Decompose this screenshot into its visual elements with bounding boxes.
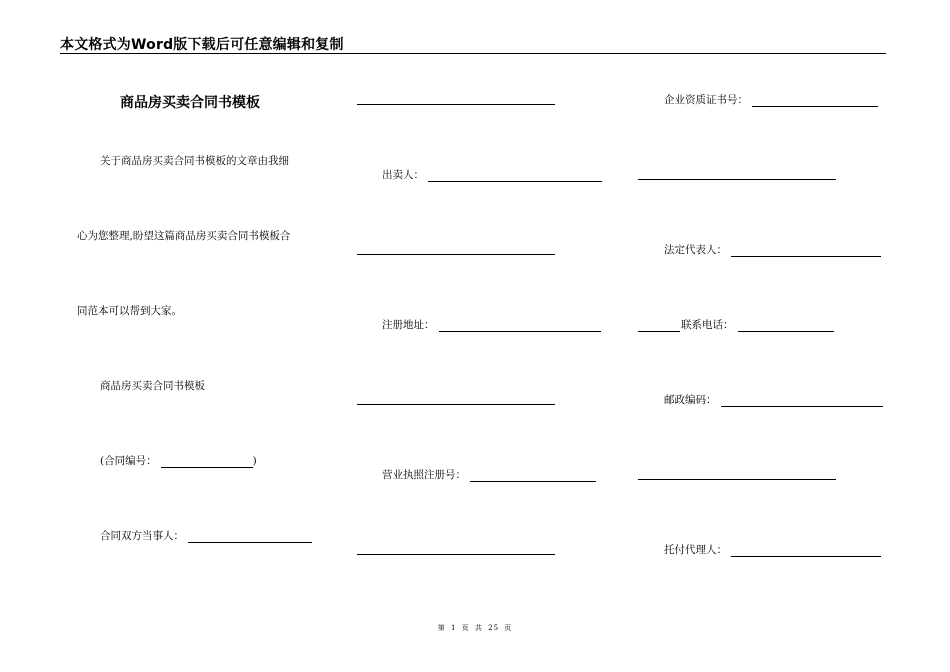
contact-phone-leading-blank bbox=[638, 320, 680, 332]
registered-address-field bbox=[382, 318, 601, 332]
postal-code-blank bbox=[721, 395, 883, 407]
agent-label: 托付代理人： bbox=[664, 544, 727, 556]
blank-line bbox=[638, 479, 836, 480]
intro-line-3: 同范本可以帮到大家。 bbox=[77, 305, 182, 317]
blank-line bbox=[638, 179, 836, 180]
contact-phone-blank bbox=[738, 320, 834, 332]
seller-label: 出卖人： bbox=[382, 169, 424, 181]
footer-page-number: 1 bbox=[450, 624, 457, 632]
blank-line bbox=[357, 104, 555, 105]
intro-line-2: 心为您整理,盼望这篇商品房买卖合同书模板合 bbox=[77, 230, 291, 242]
contact-phone-field bbox=[638, 318, 834, 332]
postal-code-field bbox=[664, 393, 883, 407]
legal-rep-field bbox=[664, 243, 881, 257]
page-footer bbox=[0, 623, 950, 633]
blank-line bbox=[357, 404, 555, 405]
header-divider bbox=[60, 53, 886, 54]
business-license-label: 营业执照注册号： bbox=[382, 469, 466, 481]
qualification-cert-field bbox=[664, 93, 878, 107]
agent-blank bbox=[731, 545, 881, 557]
seller-field bbox=[382, 168, 602, 182]
contract-number-close: ) bbox=[252, 455, 257, 467]
document-title: 商品房买卖合同书模板 bbox=[120, 95, 260, 111]
document-subtitle: 商品房买卖合同书模板 bbox=[100, 380, 205, 392]
business-license-field bbox=[382, 468, 596, 482]
parties-field bbox=[100, 529, 312, 543]
footer-total-unit: 页 bbox=[504, 624, 513, 632]
footer-prefix: 第 bbox=[437, 624, 446, 632]
page-header-title: 本文格式为Word版下载后可任意编辑和复制 bbox=[60, 37, 344, 53]
contract-number-blank bbox=[161, 456, 253, 468]
qualification-cert-label: 企业资质证书号： bbox=[664, 94, 748, 106]
seller-blank bbox=[428, 170, 602, 182]
legal-rep-label: 法定代表人： bbox=[664, 244, 727, 256]
footer-page-unit: 页 bbox=[461, 624, 470, 632]
registered-address-label: 注册地址： bbox=[382, 319, 435, 331]
footer-total-prefix: 共 bbox=[474, 624, 483, 632]
footer-total-pages: 25 bbox=[488, 624, 500, 632]
blank-line bbox=[357, 254, 555, 255]
qualification-cert-blank bbox=[752, 95, 878, 107]
blank-line bbox=[357, 554, 555, 555]
postal-code-label: 邮政编码： bbox=[664, 394, 717, 406]
contract-number-label: (合同编号： bbox=[100, 455, 157, 467]
agent-field bbox=[664, 543, 881, 557]
business-license-blank bbox=[470, 470, 596, 482]
registered-address-blank bbox=[439, 320, 601, 332]
legal-rep-blank bbox=[731, 245, 881, 257]
contact-phone-label: 联系电话： bbox=[681, 319, 734, 331]
contract-number-field bbox=[100, 454, 257, 468]
intro-line-1: 关于商品房买卖合同书模板的文章由我细 bbox=[100, 155, 289, 167]
parties-label: 合同双方当事人： bbox=[100, 530, 184, 542]
parties-blank bbox=[188, 531, 312, 543]
